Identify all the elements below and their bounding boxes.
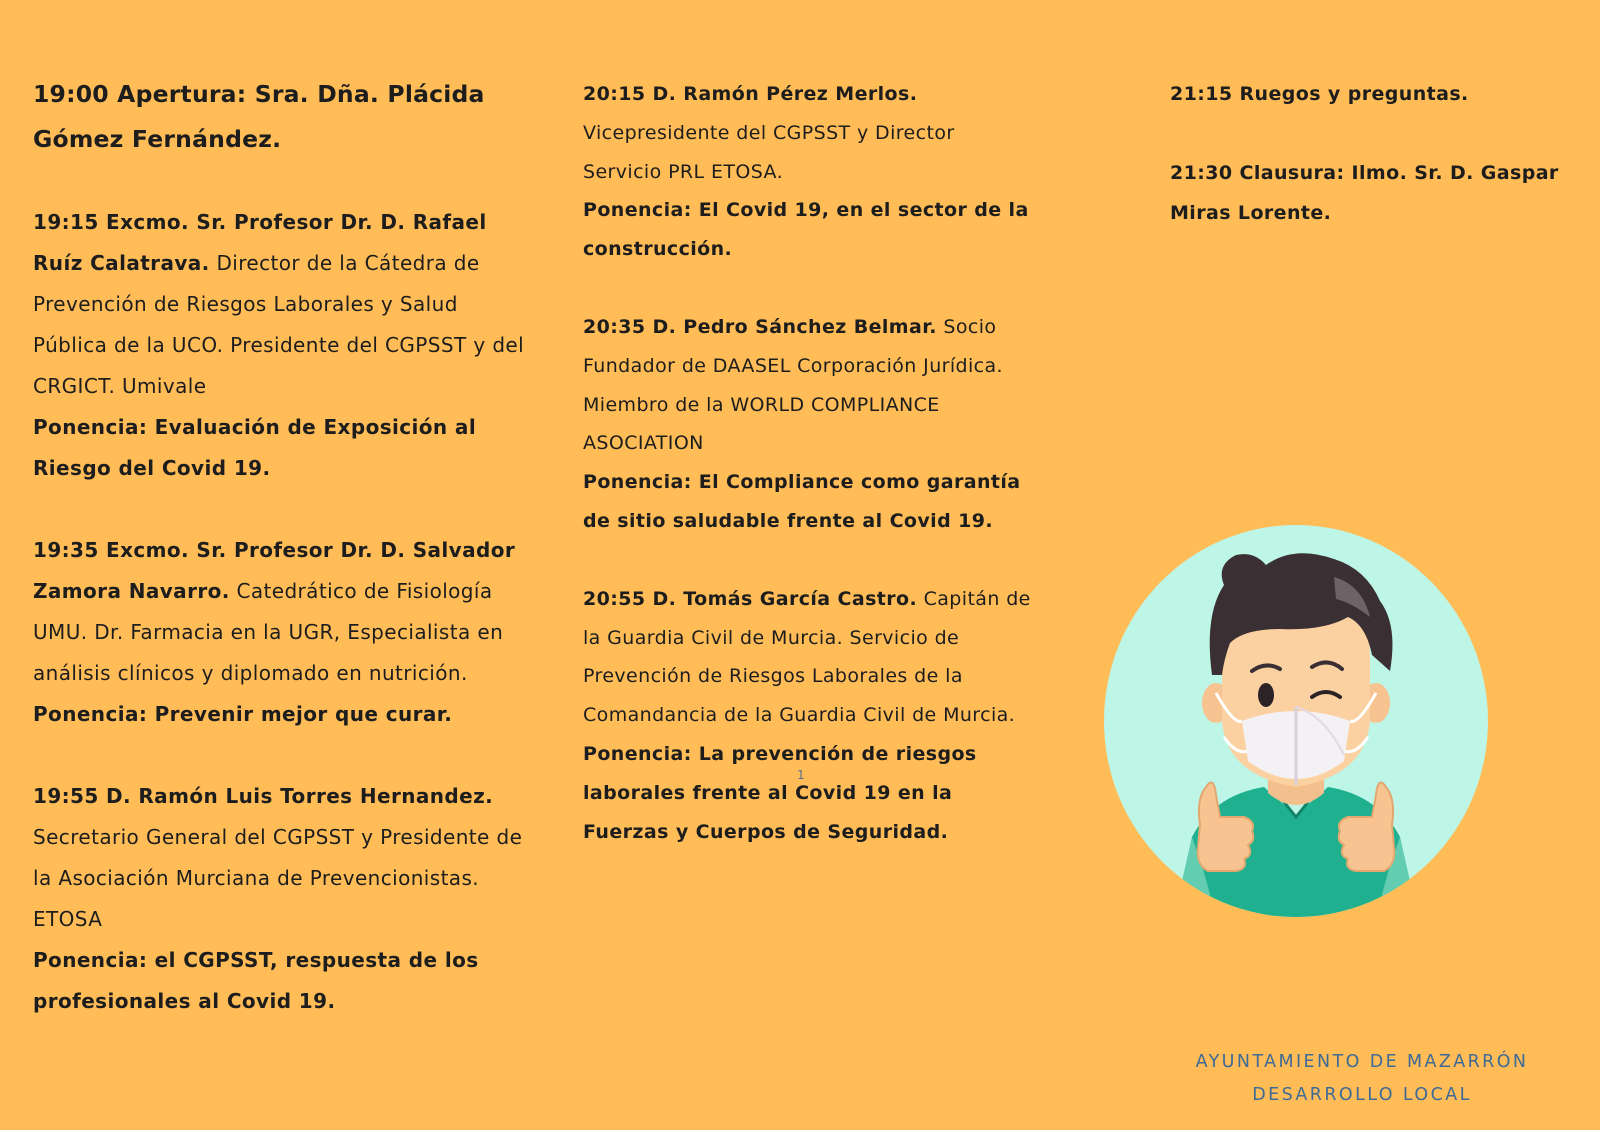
talk-zamora-navarro xyxy=(33,530,533,735)
opening-item xyxy=(33,72,533,162)
talk-description: Secretario General del CGPSST y Presidente de la Asociación Murciana de Prevencionistas. ETOSA xyxy=(33,825,523,931)
talk-description: Vicepresidente del CGPSST y Director Servicio PRL ETOSA. xyxy=(583,121,955,183)
closing-text: 21:30 Clausura: Ilmo. Sr. D. Gaspar Miras Lorente. xyxy=(1170,161,1559,224)
column-left xyxy=(33,72,533,1063)
talk-ponencia: Ponencia: El Covid 19, en el sector de la construcción. xyxy=(583,199,1029,261)
column-right xyxy=(1170,75,1590,272)
talk-heading: 20:35 D. Pedro Sánchez Belmar. xyxy=(583,315,937,338)
opening-text: 19:00 Apertura: Sra. Dña. Plácida Gómez Fernández. xyxy=(33,80,485,153)
page-number: 1 xyxy=(797,768,805,782)
talk-description: Director de la Cátedra de Prevención de Riesgos Laborales y Salud Pública de la UCO. Presidente del CGPSST y del CRGICT. Umivale xyxy=(33,251,525,398)
questions-text: 21:15 Ruegos y preguntas. xyxy=(1170,83,1469,105)
talk-heading: 19:35 Excmo. Sr. Profesor Dr. D. Salvador Zamora Navarro. xyxy=(33,538,516,603)
talk-sanchez-belmar xyxy=(583,308,1033,541)
talk-ponencia: Ponencia: Prevenir mejor que curar. xyxy=(33,702,453,726)
talk-heading: 19:15 Excmo. Sr. Profesor Dr. D. Rafael Ruíz Calatrava. xyxy=(33,210,487,275)
questions-item xyxy=(1170,75,1590,114)
talk-torres-hernandez xyxy=(33,776,533,1022)
footer-organization: AYUNTAMIENTO DE MAZARRÓN xyxy=(1195,1052,1529,1072)
talk-perez-merlos xyxy=(583,75,1033,269)
column-middle xyxy=(583,75,1033,890)
talk-ponencia: Ponencia: El Compliance como garantía de sitio saludable frente al Covid 19. xyxy=(583,471,1021,532)
talk-garcia-castro xyxy=(583,580,1033,852)
footer-department: DESARROLLO LOCAL xyxy=(1252,1085,1472,1105)
talk-ruiz-calatrava xyxy=(33,202,533,489)
talk-ponencia: Ponencia: Evaluación de Exposición al Riesgo del Covid 19. xyxy=(33,415,477,480)
talk-heading: 20:15 D. Ramón Pérez Merlos. xyxy=(583,83,918,105)
talk-ponencia: Ponencia: La prevención de riesgos laborales frente al Covid 19 en la Fuerzas y Cuerpos de Seguridad. xyxy=(583,742,977,843)
closing-item xyxy=(1170,153,1590,233)
masked-person-thumbs-up-icon xyxy=(1104,525,1488,917)
talk-description: Socio Fundador de DAASEL Corporación Jurídica. Miembro de la WORLD COMPLIANCE ASOCIATION xyxy=(583,315,1003,455)
footer xyxy=(1150,1046,1574,1112)
talk-description: Capitán de la Guardia Civil de Murcia. Servicio de Prevención de Riesgos Laborales de la Comandancia de la Guardia Civil de Murcia. xyxy=(583,587,1031,727)
talk-ponencia: Ponencia: el CGPSST, respuesta de los profesionales al Covid 19. xyxy=(33,948,479,1013)
talk-description: Catedrático de Fisiología UMU. Dr. Farmacia en la UGR, Especialista en análisis clínicos y diplomado en nutrición. xyxy=(33,579,504,685)
talk-heading: 19:55 D. Ramón Luis Torres Hernandez. xyxy=(33,784,494,808)
talk-heading: 20:55 D. Tomás García Castro. xyxy=(583,587,918,610)
